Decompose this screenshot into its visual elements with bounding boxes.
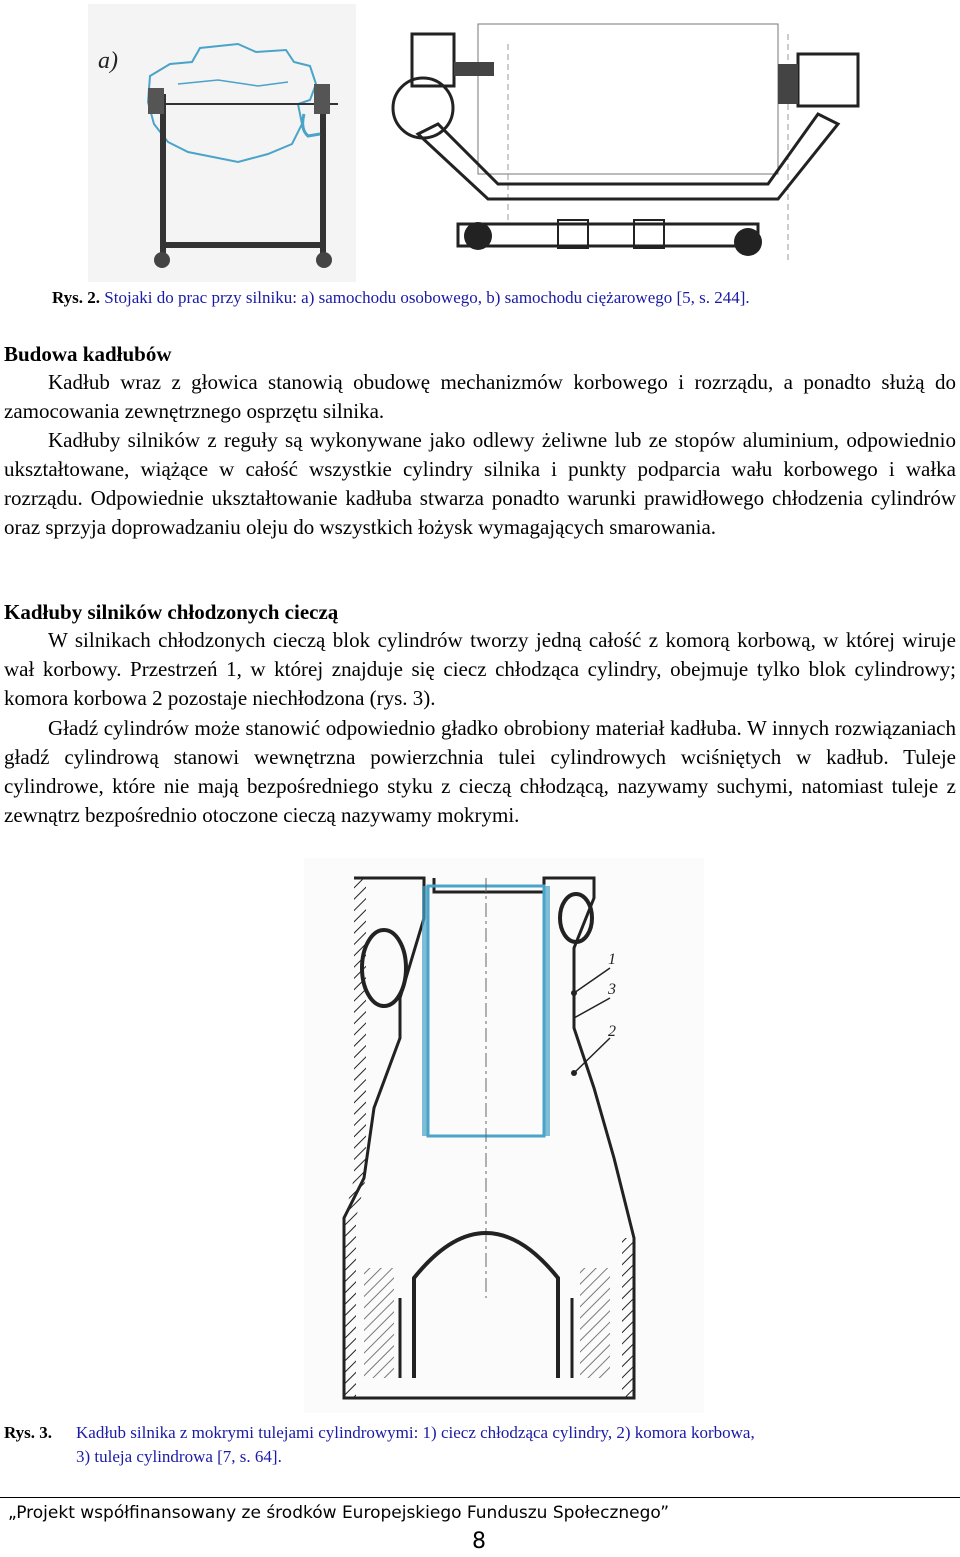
callout-3: 3: [608, 981, 616, 998]
section-1-paragraph-1: Kadłub wraz z głowica stanowią obudowę mechanizmów korbowego i rozrządu, a ponadto służą do zamocowania zewnętrznego osprzętu silnika.: [4, 370, 956, 423]
figure-2-label: Rys. 2.: [52, 288, 101, 307]
figure-3-caption: [4, 1421, 956, 1469]
figure-3-engine-block-section: [304, 858, 704, 1413]
figure-3-caption-line1: Kadłub silnika z mokrymi tulejami cylindrowymi: 1) ciecz chłodząca cylindry, 2) komora korbowa,: [76, 1423, 755, 1442]
callout-2: 2: [608, 1023, 616, 1040]
figure-2-caption: [52, 286, 932, 310]
page-number: 8: [472, 1529, 486, 1554]
section-1-paragraph-2: Kadłuby silników z reguły są wykonywane jako odlewy żeliwne lub ze stopów aluminium, odpowiednio ukształtowane, wiążące w całość wszystkie cylindry silnika i punkty podparcia wału korbowego i wałka rozrządu. Odpowiednie ukształtowanie kadłuba stwarza ponadto warunki prawidłowego chłodzenia cylindrów oraz sprzyja doprowadzaniu oleju do wszystkich łożysk wymagających smarowania.: [4, 428, 956, 539]
engine-block-cross-section-drawing: [304, 858, 704, 1413]
panel-a-label: a): [98, 48, 118, 74]
figure-2b-engine-stand-truck: [378, 4, 910, 272]
footer-divider: [0, 1497, 960, 1498]
figure-3-label: Rys. 3.: [4, 1423, 53, 1442]
figure-2a-engine-stand-car: [88, 4, 356, 282]
figure-2-caption-text: Stojaki do prac przy silniku: a) samochodu osobowego, b) samochodu ciężarowego [5, s. 244].: [104, 288, 750, 307]
footer-text: „Projekt współfinansowany ze środków Europejskiego Funduszu Społecznego”: [8, 1503, 670, 1523]
section-2-paragraph-2: Gładź cylindrów może stanowić odpowiednio gładko obrobiony materiał kadłuba. W innych rozwiązaniach gładź cylindrową stanowi wewnętrzna powierzchnia tulei cylindrowych wciśniętych w kadłub. Tuleje cylindrowe, które nie mają bezpośredniego styku z cieczą chłodzącą, nazywamy suchymi, natomiast tuleje z zewnątrz bezpośrednio otoczone cieczą nazywamy mokrymi.: [4, 716, 956, 827]
engine-stand-truck-drawing: [378, 4, 910, 272]
section-heading-kadluby-cieczowe: Kadłuby silników chłodzonych cieczą: [4, 600, 339, 624]
section-heading-budowa: Budowa kadłubów: [4, 342, 172, 366]
figure-3-caption-line2: 3) tuleja cylindrowa [7, s. 64].: [76, 1447, 282, 1466]
engine-stand-car-drawing: [88, 4, 356, 282]
section-2-paragraph-1: W silnikach chłodzonych cieczą blok cylindrów tworzy jedną całość z komorą korbową, w której wiruje wał korbowy. Przestrzeń 1, w której znajduje się ciecz chłodząca cylindry, obejmuje tylko blok cylindrowy; komora korbowa 2 pozostaje niechłodzona (rys. 3).: [4, 628, 956, 710]
callout-1: 1: [608, 951, 616, 968]
